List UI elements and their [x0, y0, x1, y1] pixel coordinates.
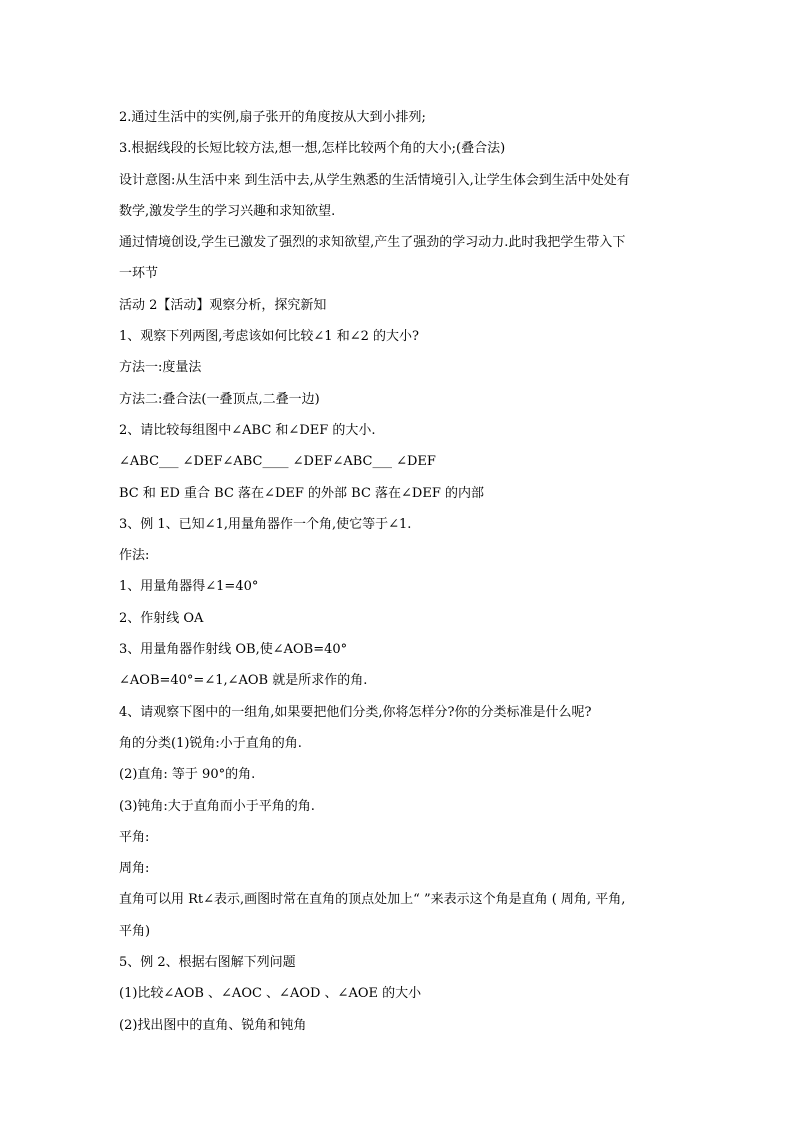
text-line-4: 数学,激发学生的学习兴趣和求知欲望. — [119, 203, 336, 219]
text-line-2: 3.根据线段的长短比较方法,想一想,怎样比较两个角的大小;(叠合法) — [119, 141, 506, 157]
text-line-17: 2、作射线 OA — [119, 610, 204, 626]
text-line-11: 2、请比较每组图中∠ABC 和∠DEF 的大小. — [119, 422, 376, 438]
document-body — [119, 102, 679, 1041]
text-line-21: 角的分类(1)锐角:小于直角的角. — [119, 735, 302, 751]
text-line-3: 设计意图:从生活中来 到生活中去,从学生熟悉的生活情境引入,让学生体会到生活中处处有 — [119, 172, 630, 188]
text-line-22: (2)直角: 等于 90°的角. — [119, 767, 256, 783]
text-line-27: 平角) — [119, 923, 151, 939]
text-line-26: 直角可以用 Rt∠表示,画图时常在直角的顶点处加上“ ”来表示这个角是直角 ( 周角, 平角, — [119, 892, 626, 908]
text-line-18: 3、用量角器作射线 OB,使∠AOB=40° — [119, 642, 348, 658]
text-line-13: BC 和 ED 重合 BC 落在∠DEF 的外部 BC 落在∠DEF 的内部 — [119, 485, 484, 501]
text-line-8: 1、观察下列两图,考虑该如何比较∠1 和∠2 的大小? — [119, 329, 419, 345]
text-line-1: 2.通过生活中的实例,扇子张开的角度按从大到小排列; — [119, 110, 426, 125]
text-line-16: 1、用量角器得∠1=40° — [119, 579, 259, 595]
text-line-6: 一环节 — [119, 266, 159, 282]
text-line-14: 3、例 1、已知∠1,用量角器作一个角,使它等于∠1. — [119, 516, 412, 532]
text-line-30: (2)找出图中的直角、锐角和钝角 — [119, 1017, 307, 1033]
text-line-10: 方法二:叠合法(一叠顶点,二叠一边) — [119, 391, 320, 407]
text-line-23: (3)钝角:大于直角而小于平角的角. — [119, 798, 315, 814]
text-line-25: 周角: — [119, 861, 150, 877]
text-line-28: 5、例 2、根据右图解下列问题 — [119, 955, 296, 971]
text-line-29: (1)比较∠AOB 、∠AOC 、∠AOD 、∠AOE 的大小 — [119, 986, 422, 1002]
text-line-9: 方法一:度量法 — [119, 360, 202, 376]
text-line-5: 通过情境创设,学生已激发了强烈的求知欲望,产生了强劲的学习动力.此时我把学生带入下 — [119, 235, 626, 251]
text-line-20: 4、请观察下图中的一组角,如果要把他们分类,你将怎样分?你的分类标准是什么呢? — [119, 704, 592, 720]
section-heading-activity-2: 活动 2【活动】观察分析，探究新知 — [119, 297, 327, 313]
text-line-15: 作法: — [119, 548, 150, 564]
text-line-24: 平角: — [119, 829, 150, 845]
text-line-12: ∠ABC___ ∠DEF∠ABC____ ∠DEF∠ABC___ ∠DEF — [119, 454, 436, 470]
text-line-19: ∠AOB=40°=∠1,∠AOB 就是所求作的角. — [119, 673, 368, 689]
